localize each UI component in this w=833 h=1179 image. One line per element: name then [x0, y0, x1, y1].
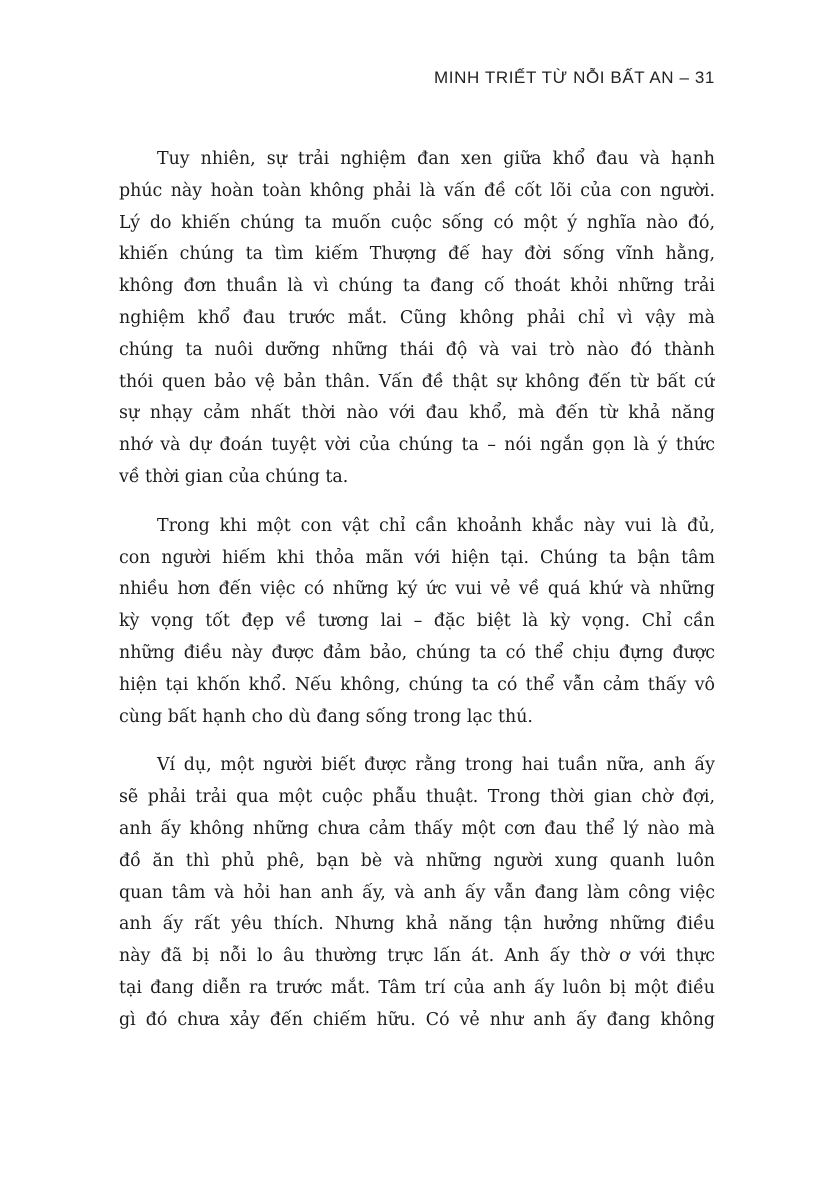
text-line: Lý do khiến chúng ta muốn cuộc sống có một ý nghĩa nào đó, [119, 212, 715, 233]
paragraph-container [119, 144, 715, 1037]
body-text [119, 144, 715, 1037]
text-line: kỳ vọng tốt đẹp về tương lai – đặc biệt là kỳ vọng. Chỉ cần [119, 611, 715, 632]
text-line: tại đang diễn ra trước mắt. Tâm trí của anh ấy luôn bị một điều [119, 977, 715, 998]
running-header [434, 68, 715, 88]
paragraph [119, 144, 715, 494]
text-line: cùng bất hạnh cho dù đang sống trong lạc thú. [119, 706, 533, 727]
paragraph [119, 750, 715, 1036]
text-line: Tuy nhiên, sự trải nghiệm đan xen giữa khổ đau và hạnh [157, 149, 715, 169]
text-line: sẽ phải trải qua một cuộc phẫu thuật. Trong thời gian chờ đợi, [119, 787, 715, 808]
text-line: thói quen bảo vệ bản thân. Vấn đề thật sự không đến từ bất cứ [119, 371, 715, 392]
text-line: sự nhạy cảm nhất thời nào với đau khổ, mà đến từ khả năng [119, 403, 715, 424]
text-line: phúc này hoàn toàn không phải là vấn đề cốt lõi của con người. [119, 180, 715, 201]
text-line: con người hiếm khi thỏa mãn với hiện tại. Chúng ta bận tâm [119, 547, 715, 568]
text-line: hiện tại khốn khổ. Nếu không, chúng ta có thể vẫn cảm thấy vô [119, 674, 715, 695]
text-line: đồ ăn thì phủ phê, bạn bè và những người xung quanh luôn [119, 850, 715, 871]
text-line: nhớ và dự đoán tuyệt vời của chúng ta – nói ngắn gọn là ý thức [119, 435, 715, 456]
paragraph [119, 511, 715, 734]
text-line: anh ấy không những chưa cảm thấy một cơn đau thể lý nào mà [119, 818, 715, 839]
text-line: về thời gian của chúng ta. [119, 466, 349, 487]
text-line: nhiều hơn đến việc có những ký ức vui vẻ về quá khứ và những [119, 579, 715, 600]
running-title: MINH TRIẾT TỪ NỖI BẤT AN – 31 [433, 68, 715, 87]
text-line: anh ấy rất yêu thích. Nhưng khả năng tận hưởng những điều [119, 914, 715, 935]
text-line: Trong khi một con vật chỉ cần khoảnh khắc này vui là đủ, [157, 515, 715, 536]
text-line: Ví dụ, một người biết được rằng trong hai tuần nữa, anh ấy [157, 755, 715, 776]
text-line: những điều này được đảm bảo, chúng ta có thể chịu đựng được [119, 642, 715, 663]
text-line: nghiệm khổ đau trước mắt. Cũng không phải chỉ vì vậy mà [119, 307, 715, 328]
text-line: gì đó chưa xảy đến chiếm hữu. Có vẻ như anh ấy đang không [119, 1009, 715, 1030]
text-line: chúng ta nuôi dưỡng những thái độ và vai trò nào đó thành [119, 339, 715, 360]
text-line: này đã bị nỗi lo âu thường trực lấn át. Anh ấy thờ ơ với thực [119, 946, 715, 967]
text-line: khiến chúng ta tìm kiếm Thượng đế hay đời sống vĩnh hằng, [119, 244, 715, 265]
text-line: quan tâm và hỏi han anh ấy, và anh ấy vẫn đang làm công việc [119, 882, 715, 903]
text-line: không đơn thuần là vì chúng ta đang cố thoát khỏi những trải [119, 276, 715, 297]
